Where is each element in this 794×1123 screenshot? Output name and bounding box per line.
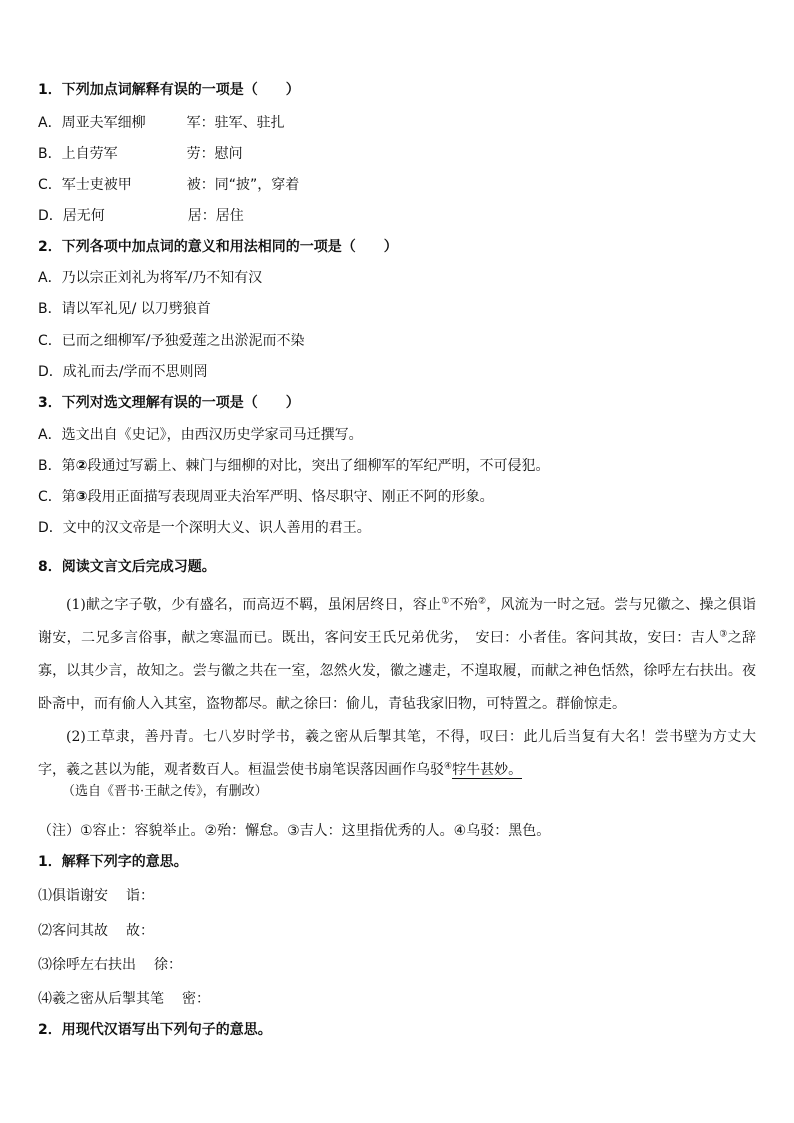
option-letter: C． [38, 489, 62, 505]
q2-option-a [38, 269, 262, 287]
option-letter: A． [38, 115, 62, 131]
paragraph-number-mark: ③ [75, 489, 88, 505]
q1-option-d [38, 207, 244, 225]
option-letter: C． [38, 333, 62, 349]
q8-sub1-stem: 1．解释下列字的意思。 [38, 854, 188, 870]
q2-option-c [38, 332, 305, 350]
option-gloss: 军：驻军、驻扎 [186, 115, 285, 131]
q8-sub1-item-4 [38, 990, 210, 1008]
q1-option-c [38, 176, 299, 194]
option-letter: B． [38, 301, 62, 317]
item-char: 故： [126, 923, 154, 939]
option-text: 成礼而去/学而不思则罔 [62, 364, 208, 380]
passage-text: 之辞寡，以其少言，故知之。尝与徽之共在一室，忽然火发，徽之遽走，不遑取履，而献之神色恬然，徐呼左右扶出。夜卧斋中，而有偷人入其室，盗物都尽。献之徐曰：偷儿，青毡我家旧物，可特置之。群偷惊走。 [38, 630, 757, 712]
item-text: ⑴俱诣谢安 [38, 888, 108, 904]
option-text: 请以军礼见/ 以刀劈狼首 [61, 301, 211, 317]
q3-option-b [38, 457, 549, 475]
footnote-mark: ① [441, 596, 450, 607]
item-text: ⑵客问其故 [38, 923, 108, 939]
footnote-mark: ② [477, 596, 487, 607]
option-text: 周亚夫军细柳 [61, 115, 146, 131]
passage-paragraph-2 [38, 721, 756, 787]
q2-stem: 2．下列各项中加点词的意义和用法相同的一项是（ ） [38, 239, 398, 255]
paragraph-number-mark: ② [75, 458, 88, 474]
option-text: 军士吏被甲 [61, 177, 132, 193]
item-text: ⑷羲之密从后掣其笔 [38, 991, 164, 1007]
item-char: 徐： [154, 957, 182, 973]
option-letter: A． [38, 270, 62, 286]
paragraph-number: (1) [66, 597, 86, 613]
q2-option-d [38, 363, 208, 381]
option-text-post: 段用正面描写表现周亚夫治军严明、恪尽职守、刚正不阿的形象。 [87, 489, 494, 505]
underlined-text: 牸牛甚妙。 [452, 762, 523, 778]
item-char: 诣： [126, 888, 154, 904]
passage-text: ，风流为一时之冠。尝与兄徽之、操之俱诣谢安，二兄多言俗事，献之寒温而已。既出，客问安王氏兄弟优劣， 安曰：小者佳。客问其故，安曰：吉人 [38, 597, 756, 646]
option-text-pre: 第 [61, 458, 76, 474]
option-text: 上自劳军 [61, 146, 118, 162]
footnotes: （注）①容止：容貌举止。②殆：懈怠。③吉人：这里指优秀的人。④乌驳：黑色。 [38, 823, 551, 839]
option-text-pre: 第 [61, 489, 76, 505]
option-letter: D． [38, 520, 63, 536]
q3-option-a [38, 426, 363, 444]
paragraph-number: (2) [66, 729, 86, 745]
q3-option-d [38, 519, 371, 537]
option-gloss: 被：同“披”，穿着 [186, 177, 300, 193]
option-text-post: 段通过写霸上、棘门与细柳的对比，突出了细柳军的军纪严明，不可侵犯。 [87, 458, 550, 474]
option-letter: D． [38, 208, 63, 224]
classical-passage [38, 589, 756, 787]
q3-stem: 3．下列对选文理解有误的一项是（ ） [38, 395, 300, 411]
option-text: 乃以宗正刘礼为将军/乃不知有汉 [61, 270, 263, 286]
q2-option-b [38, 300, 211, 318]
passage-text: 献之字子敬，少有盛名，而高迈不羁，虽闲居终日，容止 [85, 597, 442, 613]
q1-option-b [38, 145, 243, 163]
q8-sub1-item-3 [38, 956, 182, 974]
passage-text: 工草隶，善丹青。七八岁时学书，羲之密从后掣其笔，不得，叹曰：此儿后当复有大名！尝书壁为方丈大字，羲之甚以为能，观者数百人。桓温尝使书扇笔误落因画作乌驳 [38, 729, 756, 778]
option-letter: B． [38, 146, 62, 162]
option-text: 已而之细柳军/予独爱莲之出淤泥而不染 [61, 333, 305, 349]
option-gloss: 居：居住 [187, 208, 244, 224]
item-text: ⑶徐呼左右扶出 [38, 957, 136, 973]
option-letter: D． [38, 364, 63, 380]
footnote-mark: ③ [719, 629, 728, 640]
option-text: 选文出自《史记》，由西汉历史学家司马迁撰写。 [61, 427, 363, 443]
option-letter: C． [38, 177, 62, 193]
passage-paragraph-1 [38, 589, 756, 721]
option-letter: B． [38, 458, 62, 474]
q1-option-a [38, 114, 285, 132]
option-gloss: 劳：慰问 [186, 146, 243, 162]
q3-option-c [38, 488, 494, 506]
q8-stem: 8．阅读文言文后完成习题。 [38, 559, 216, 575]
item-char: 密： [182, 991, 210, 1007]
option-text: 文中的汉文帝是一个深明大义、识人善用的君王。 [62, 520, 371, 536]
footnote-mark: ④ [444, 761, 453, 772]
option-text: 居无何 [62, 208, 105, 224]
q8-sub2-stem: 2．用现代汉语写出下列句子的意思。 [38, 1022, 272, 1038]
q8-sub1-item-2 [38, 922, 154, 940]
option-letter: A． [38, 427, 62, 443]
passage-source: （选自《晋书·王献之传》，有删改） [62, 784, 268, 799]
passage-text: 不殆 [449, 597, 478, 613]
q8-sub1-item-1 [38, 887, 154, 905]
q1-stem: 1．下列加点词解释有误的一项是（ ） [38, 82, 300, 98]
